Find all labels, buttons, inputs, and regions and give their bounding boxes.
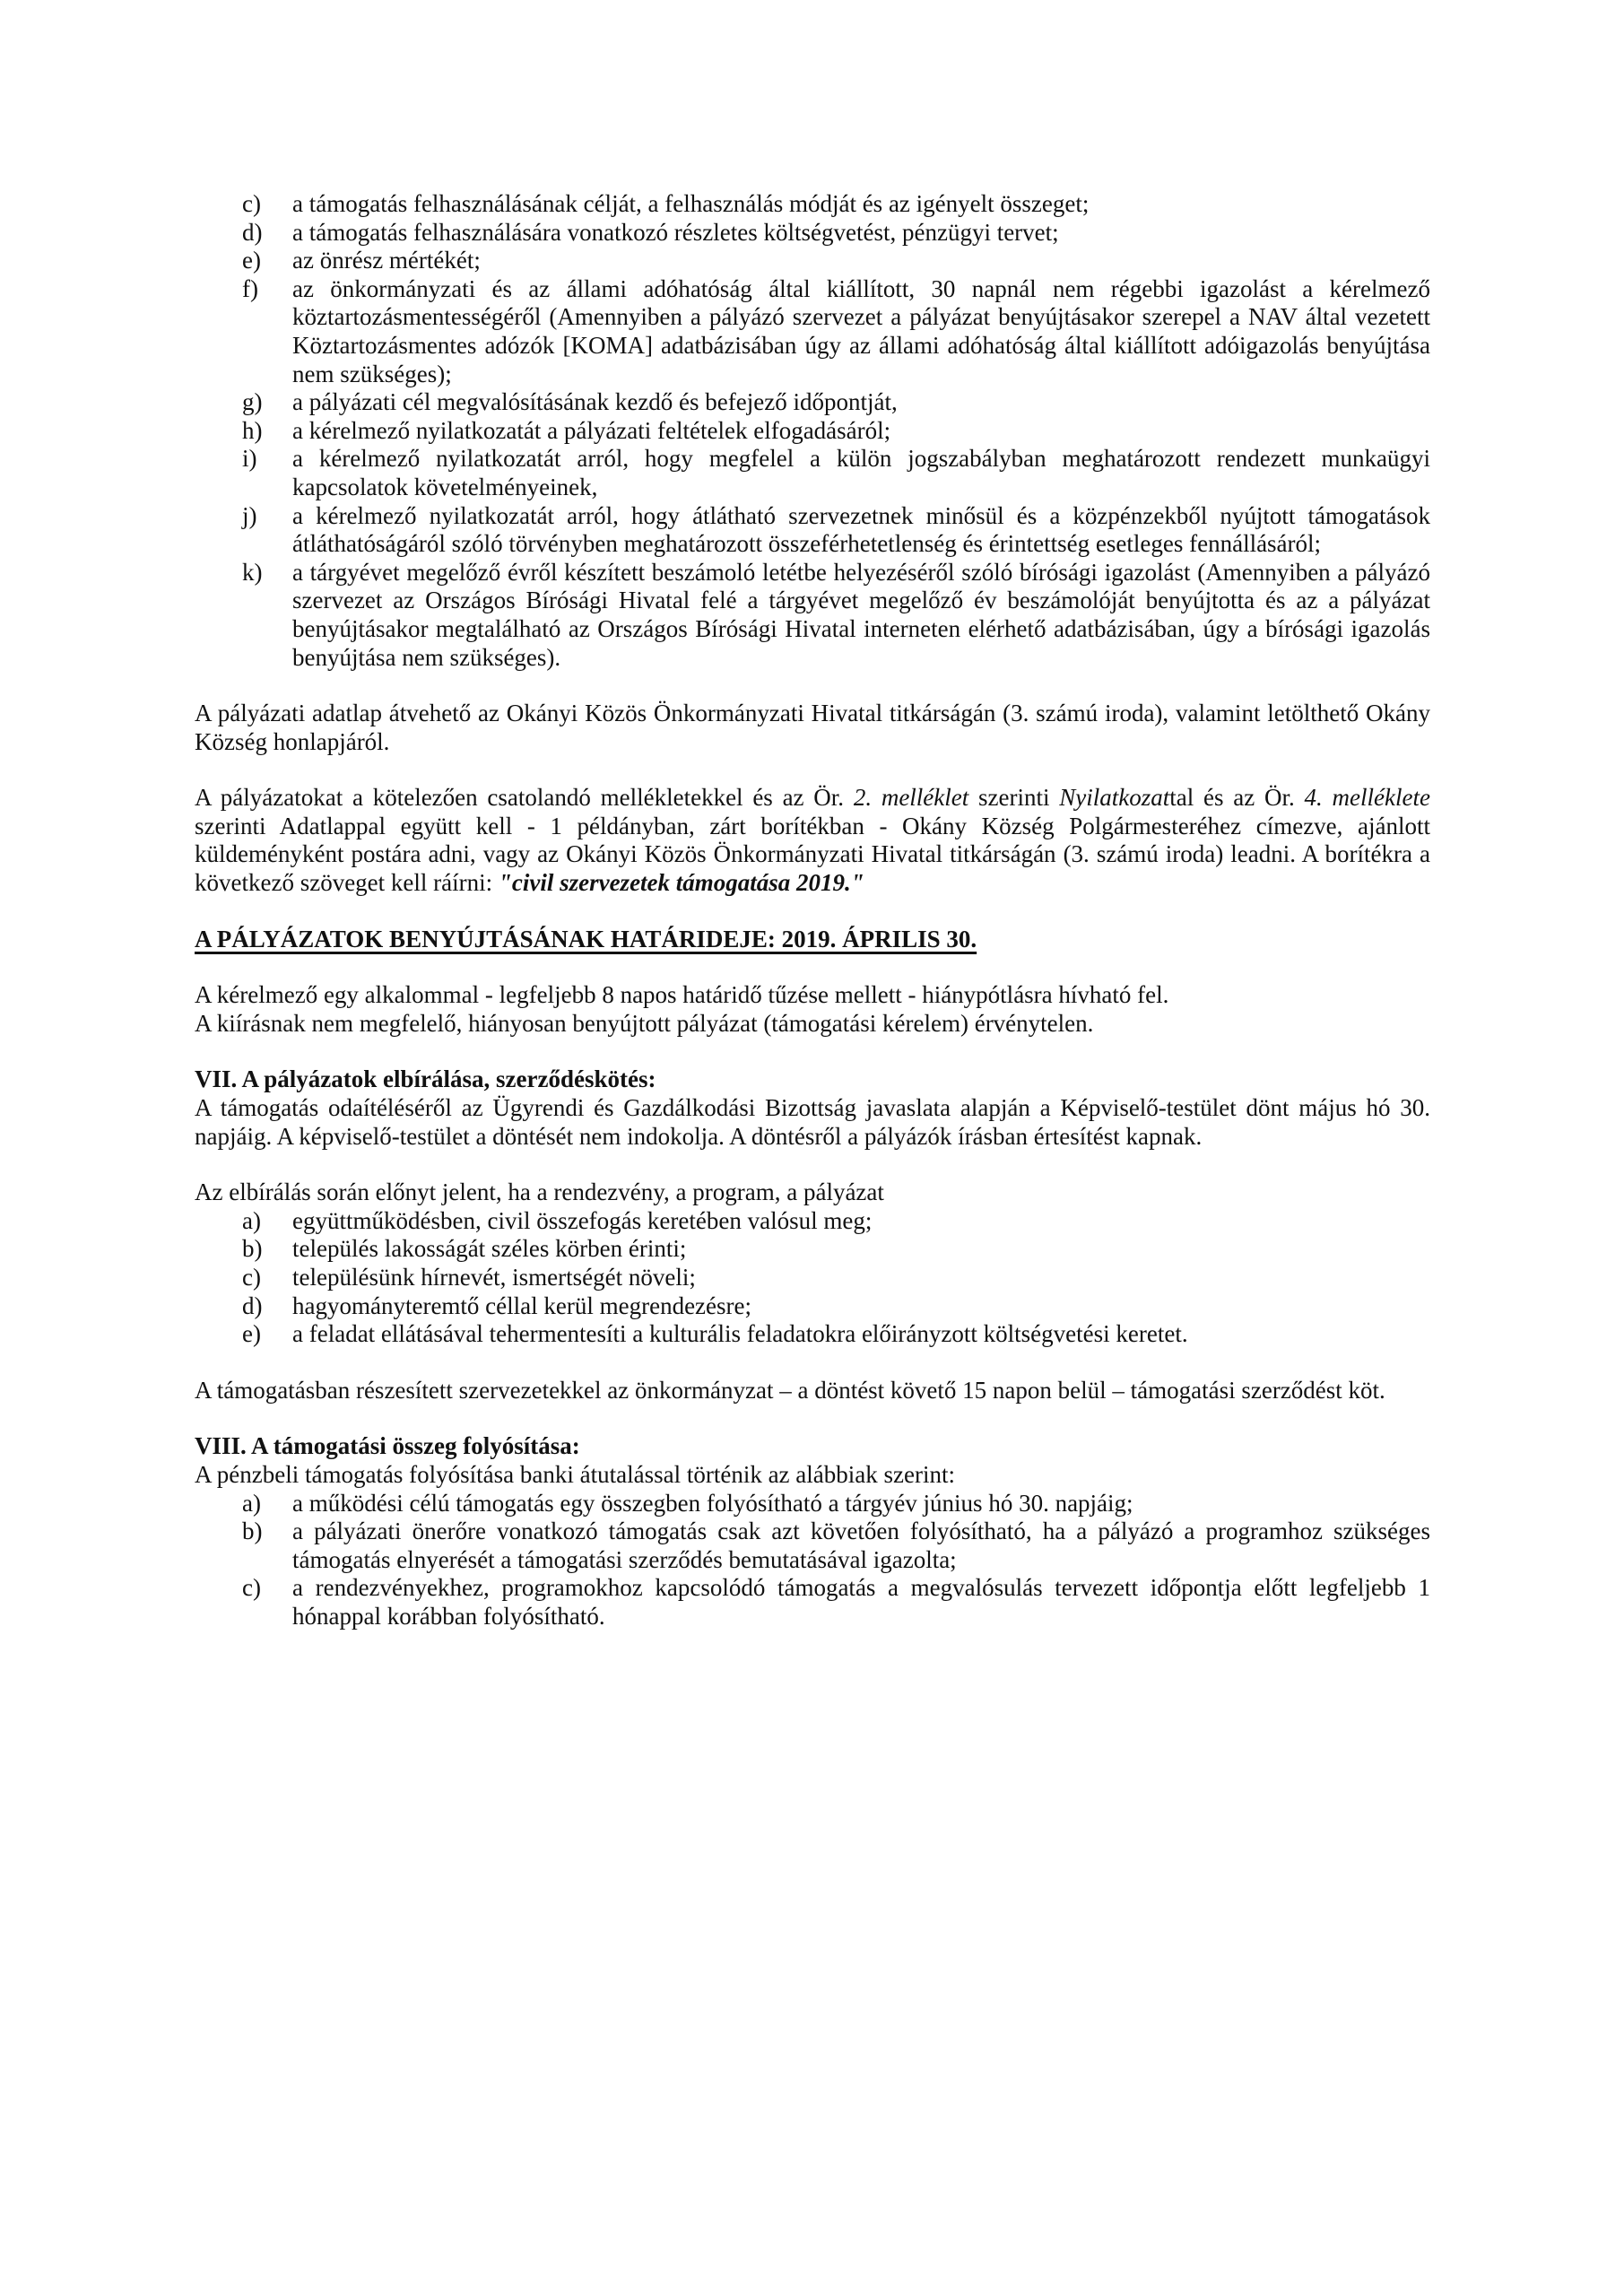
list-marker: h) xyxy=(242,416,263,444)
section-8-intro: A pénzbeli támogatás folyósítása banki átutalással történik az alábbiak szerint: xyxy=(195,1460,955,1488)
list-marker: j) xyxy=(242,501,257,529)
list-item xyxy=(242,502,1430,559)
hianypotlas-line-1: A kérelmező egy alkalommal - legfeljebb 8 napos határidő tűzése mellett - hiánypótlásra hívható fel. xyxy=(195,981,1169,1009)
contract-paragraph: A támogatásban részesített szervezetekkel az önkormányzat – a döntést követő 15 napon belül – támogatási szerződést köt. xyxy=(195,1376,1385,1404)
list-item-text: a kérelmező nyilatkozatát arról, hogy átlátható szervezetnek minősül és a közpénzekből nyújtott támogatások átláthatóságáról szóló törvényben meghatározott összeférhetetlenség és érintettség esetleges fennállásáról; xyxy=(292,501,1430,558)
section-7-paragraph: A támogatás odaítéléséről az Ügyrendi és Gazdálkodási Bizottság javaslata alapján a Képviselő-testület dönt május hó 30. napjáig. A képviselő-testület a döntését nem indokolja. A döntésről a pályázók írásban értesítést kapnak. xyxy=(195,1094,1430,1150)
list-item-text: a kérelmező nyilatkozatát a pályázati feltételek elfogadásáról; xyxy=(292,416,891,444)
list-item xyxy=(242,1207,1430,1236)
submission-paragraph: A pályázatokat a kötelezően csatolandó mellékletekkel és az Ör. 2. melléklet szerinti Nyilatkozattal és az Ör. 4. melléklete szerinti Adatlappal együtt kell - 1 példányban, zárt borítékban - Okány Község Polgármesteréhez címezve, ajánlott küldeményként postára adni, vagy az Okányi Közös Önkormányzati Hivatal titkárságán (3. számú iroda) leadni. A borítékra a következő szöveget kell ráírni: "civil szervezetek támogatása 2019." xyxy=(195,784,1430,897)
list-item xyxy=(242,247,1430,275)
list-item xyxy=(242,445,1430,501)
list-marker: a) xyxy=(242,1206,261,1234)
section-8-heading: VIII. A támogatási összeg folyósítása: xyxy=(195,1432,580,1460)
list-item-text: a támogatás felhasználásának célját, a felhasználás módját és az igényelt összeget; xyxy=(292,190,1090,217)
document-page xyxy=(195,190,1430,1631)
list-item-text: a támogatás felhasználására vonatkozó részletes költségvetést, pénzügyi tervet; xyxy=(292,218,1059,246)
section-7-heading: VII. A pályázatok elbírálása, szerződéskötés: xyxy=(195,1065,656,1093)
list-marker: c) xyxy=(242,1264,261,1291)
list-item-text: együttműködésben, civil összefogás keretében valósul meg; xyxy=(292,1206,873,1234)
list-item xyxy=(242,275,1430,388)
deadline-heading: A PÁLYÁZATOK BENYÚJTÁSÁNAK HATÁRIDEJE: 2019. ÁPRILIS 30. xyxy=(195,925,977,952)
list-item-text: a feladat ellátásával tehermentesíti a kulturális feladatokra előirányzott költségvetési keretet. xyxy=(292,1320,1188,1348)
list-item xyxy=(242,417,1430,446)
list-item xyxy=(242,1320,1430,1349)
list-marker: c) xyxy=(242,1574,261,1602)
list-marker: b) xyxy=(242,1235,263,1263)
envelope-label-text: "civil szervezetek támogatása 2019." xyxy=(498,869,864,897)
advantage-intro: Az elbírálás során előnyt jelent, ha a rendezvény, a program, a pályázat xyxy=(195,1178,884,1206)
required-attachments-list xyxy=(195,190,1430,672)
annex-2-reference: 2. melléklet xyxy=(853,784,969,812)
disbursement-list xyxy=(195,1490,1430,1631)
list-item xyxy=(242,1490,1430,1518)
list-item-text: a pályázati cél megvalósításának kezdő és befejező időpontját, xyxy=(292,388,898,416)
list-marker: k) xyxy=(242,558,263,586)
list-item xyxy=(242,559,1430,672)
list-marker: b) xyxy=(242,1518,263,1545)
list-item xyxy=(242,1235,1430,1264)
declaration-reference: Nyilatkozat xyxy=(1059,784,1170,812)
list-item-text: település lakosságát széles körben érinti; xyxy=(292,1235,687,1263)
list-marker: a) xyxy=(242,1489,261,1517)
list-item-text: a működési célú támogatás egy összegben folyósítható a tárgyév június hó 30. napjáig; xyxy=(292,1489,1133,1517)
list-item-text: az önrész mértékét; xyxy=(292,247,481,274)
list-marker: f) xyxy=(242,274,258,302)
list-marker: i) xyxy=(242,445,257,473)
advantages-list xyxy=(195,1207,1430,1349)
adatlap-paragraph: A pályázati adatlap átvehető az Okányi Közös Önkormányzati Hivatal titkárságán (3. számú iroda), valamint letölthető Okány Község honlapjáról. xyxy=(195,700,1430,755)
list-item xyxy=(242,190,1430,219)
list-item-text: az önkormányzati és az állami adóhatóság által kiállított, 30 napnál nem régebbi igazolást a kérelmező köztartozásmentességéről (Amennyiben a pályázó szervezet a pályázat benyújtásakor szerepel a NAV által vezetett Köztartozásmentes adózók [KOMA] adatbázisában úgy az állami adóhatóság által kiállított adóigazolás benyújtása nem szükséges); xyxy=(292,274,1430,387)
hianypotlas-line-2: A kiírásnak nem megfelelő, hiányosan benyújtott pályázat (támogatási kérelem) érvénytelen. xyxy=(195,1009,1094,1037)
list-item xyxy=(242,219,1430,248)
list-item-text: a kérelmező nyilatkozatát arról, hogy megfelel a külön jogszabályban meghatározott rendezett munkaügyi kapcsolatok követelményeinek, xyxy=(292,445,1430,500)
list-marker: e) xyxy=(242,247,261,274)
list-item-text: a tárgyévet megelőző évről készített beszámoló letétbe helyezéséről szóló bírósági igazolást (Amennyiben a pályázó szervezet az Országos Bírósági Hivatal felé a tárgyévet megelőző év beszámolóját benyújtotta és az a pályázat benyújtásakor megtalálható az Országos Bírósági Hivatal interneten elérhető adatbázisában, úgy a bírósági igazolás benyújtása nem szükséges). xyxy=(292,558,1430,671)
list-item xyxy=(242,1292,1430,1321)
list-item xyxy=(242,1264,1430,1292)
annex-4-reference: 4. melléklete xyxy=(1304,784,1430,812)
list-item-text: hagyományteremtő céllal kerül megrendezésre; xyxy=(292,1292,752,1319)
list-marker: c) xyxy=(242,190,261,217)
list-item xyxy=(242,1574,1430,1631)
list-marker: g) xyxy=(242,388,263,416)
list-marker: e) xyxy=(242,1320,261,1348)
list-item xyxy=(242,388,1430,417)
list-item-text: a rendezvényekhez, programokhoz kapcsolódó támogatás a megvalósulás tervezett időpontja előtt legfeljebb 1 hónappal korábban folyósítható. xyxy=(292,1574,1430,1630)
list-marker: d) xyxy=(242,1292,263,1319)
list-marker: d) xyxy=(242,218,263,246)
list-item-text: a pályázati önerőre vonatkozó támogatás csak azt követően folyósítható, ha a pályázó a programhoz szükséges támogatás elnyerését a támogatási szerződés bemutatásával igazolta; xyxy=(292,1518,1430,1573)
list-item-text: településünk hírnevét, ismertségét növeli; xyxy=(292,1264,696,1291)
list-item xyxy=(242,1518,1430,1574)
